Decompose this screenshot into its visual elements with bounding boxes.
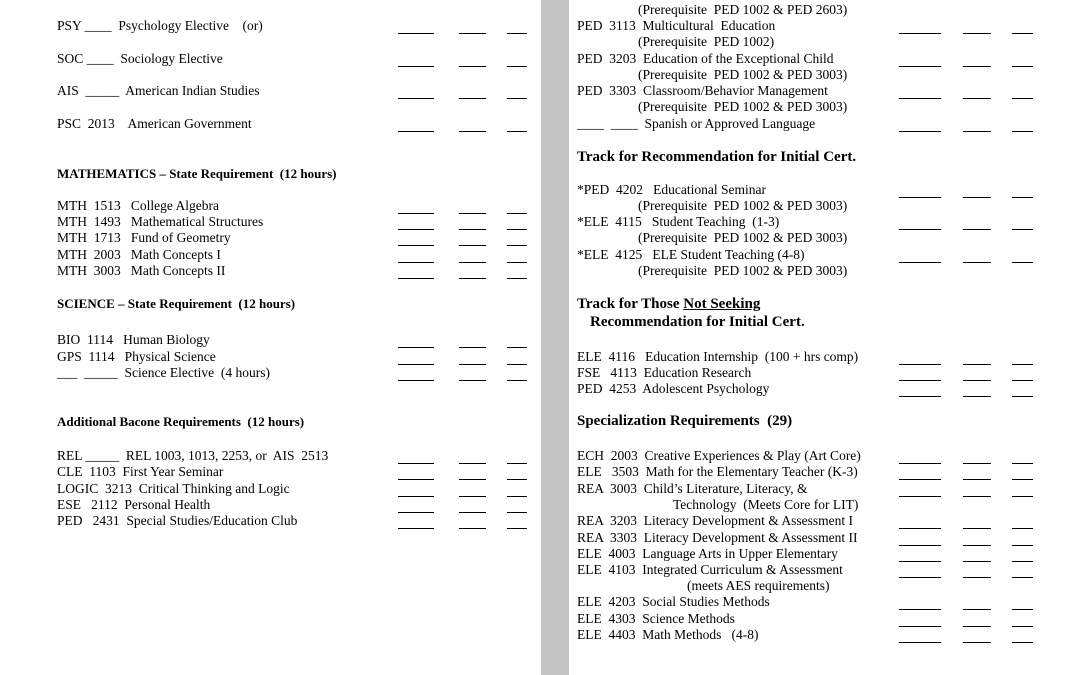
specialization-heading: Specialization Requirements (29) bbox=[577, 413, 793, 429]
grade-blank bbox=[507, 380, 527, 381]
grade-blank bbox=[398, 213, 434, 214]
grade-blank bbox=[507, 512, 527, 513]
grade-blank bbox=[459, 98, 486, 99]
course-line: ELE 4403 Math Methods (4-8) bbox=[577, 627, 759, 642]
course-line: REA 3303 Literacy Development & Assessment II bbox=[577, 530, 858, 545]
grade-blank bbox=[1012, 479, 1033, 480]
grade-blank bbox=[899, 98, 941, 99]
grade-blank bbox=[1012, 262, 1033, 263]
section-heading: Additional Bacone Requirements (12 hours) bbox=[57, 414, 305, 429]
grade-blank bbox=[507, 278, 527, 279]
grade-blank bbox=[398, 496, 434, 497]
grade-blank bbox=[963, 33, 991, 34]
grade-blank bbox=[459, 479, 486, 480]
course-line: *ELE 4125 ELE Student Teaching (4-8) bbox=[577, 247, 805, 262]
grade-blank bbox=[963, 577, 991, 578]
grade-blank bbox=[899, 577, 941, 578]
grade-blank bbox=[963, 229, 991, 230]
not-seeking-heading-line2: Recommendation for Initial Cert. bbox=[590, 314, 805, 330]
grade-blank bbox=[398, 463, 434, 464]
course-line: PED 3113 Multicultural Education bbox=[577, 18, 776, 33]
course-line: SOC ____ Sociology Elective bbox=[57, 51, 223, 66]
grade-blank bbox=[398, 512, 434, 513]
grade-blank bbox=[899, 545, 941, 546]
course-line: AIS _____ American Indian Studies bbox=[57, 83, 260, 98]
grade-blank bbox=[398, 66, 434, 67]
grade-blank bbox=[1012, 98, 1033, 99]
prerequisite-note: (Prerequisite PED 1002 & PED 3003) bbox=[638, 263, 848, 278]
grade-blank bbox=[963, 396, 991, 397]
grade-blank bbox=[459, 131, 486, 132]
grade-blank bbox=[507, 213, 527, 214]
grade-blank bbox=[459, 262, 486, 263]
grade-blank bbox=[963, 642, 991, 643]
grade-blank bbox=[1012, 396, 1033, 397]
course-line: PED 4253 Adolescent Psychology bbox=[577, 381, 770, 396]
course-line: ___ _____ Science Elective (4 hours) bbox=[57, 365, 270, 380]
grade-blank bbox=[899, 528, 941, 529]
grade-blank bbox=[963, 364, 991, 365]
grade-blank bbox=[899, 642, 941, 643]
grade-blank bbox=[507, 479, 527, 480]
not-seeking-heading: Track for Those Not Seeking bbox=[577, 296, 761, 312]
prerequisite-note: (Prerequisite PED 1002 & PED 3003) bbox=[638, 198, 848, 213]
grade-blank bbox=[398, 262, 434, 263]
grade-blank bbox=[963, 561, 991, 562]
section-heading: SCIENCE – State Requirement (12 hours) bbox=[57, 296, 296, 311]
grade-blank bbox=[899, 380, 941, 381]
grade-blank bbox=[398, 380, 434, 381]
grade-blank bbox=[1012, 626, 1033, 627]
grade-blank bbox=[398, 131, 434, 132]
grade-blank bbox=[1012, 33, 1033, 34]
grade-blank bbox=[1012, 66, 1033, 67]
grade-blank bbox=[398, 245, 434, 246]
course-line: GPS 1114 Physical Science bbox=[57, 349, 216, 364]
course-line: FSE 4113 Education Research bbox=[577, 365, 752, 380]
grade-blank bbox=[507, 245, 527, 246]
grade-blank bbox=[1012, 577, 1033, 578]
grade-blank bbox=[963, 528, 991, 529]
course-line: *ELE 4115 Student Teaching (1-3) bbox=[577, 214, 780, 229]
grade-blank bbox=[963, 380, 991, 381]
grade-blank bbox=[507, 528, 527, 529]
course-line: PSC 2013 American Government bbox=[57, 116, 252, 131]
grade-blank bbox=[963, 197, 991, 198]
grade-blank bbox=[459, 380, 486, 381]
grade-blank bbox=[963, 131, 991, 132]
grade-blank bbox=[1012, 380, 1033, 381]
grade-blank bbox=[899, 626, 941, 627]
grade-blank bbox=[963, 262, 991, 263]
course-line: REL _____ REL 1003, 1013, 2253, or AIS 2513 bbox=[57, 448, 329, 463]
course-line: *PED 4202 Educational Seminar bbox=[577, 182, 766, 197]
grade-blank bbox=[1012, 229, 1033, 230]
prerequisite-note: (Prerequisite PED 1002 & PED 3003) bbox=[638, 230, 848, 245]
prerequisite-note: (Prerequisite PED 1002 & PED 3003) bbox=[638, 67, 848, 82]
course-line: ELE 4116 Education Internship (100 + hrs comp) bbox=[577, 349, 859, 364]
course-line: ELE 4303 Science Methods bbox=[577, 611, 735, 626]
grade-blank bbox=[899, 131, 941, 132]
course-line: REA 3203 Literacy Development & Assessment I bbox=[577, 513, 853, 528]
course-line: ELE 4003 Language Arts in Upper Elementary bbox=[577, 546, 838, 561]
course-line: MTH 1713 Fund of Geometry bbox=[57, 230, 231, 245]
grade-blank bbox=[398, 33, 434, 34]
course-line: REA 3003 Child’s Literature, Literacy, & bbox=[577, 481, 808, 496]
course-line: MTH 1513 College Algebra bbox=[57, 198, 219, 213]
grade-blank bbox=[507, 364, 527, 365]
grade-blank bbox=[963, 609, 991, 610]
grade-blank bbox=[507, 347, 527, 348]
grade-blank bbox=[507, 463, 527, 464]
grade-blank bbox=[899, 496, 941, 497]
prerequisite-note: (meets AES requirements) bbox=[687, 578, 830, 593]
grade-blank bbox=[507, 33, 527, 34]
grade-blank bbox=[459, 496, 486, 497]
grade-blank bbox=[1012, 463, 1033, 464]
grade-blank bbox=[507, 262, 527, 263]
grade-blank bbox=[459, 33, 486, 34]
grade-blank bbox=[459, 213, 486, 214]
course-line: PED 3203 Education of the Exceptional Child bbox=[577, 51, 834, 66]
grade-blank bbox=[1012, 364, 1033, 365]
course-line: MTH 2003 Math Concepts I bbox=[57, 247, 221, 262]
grade-blank bbox=[507, 66, 527, 67]
course-line: ELE 4103 Integrated Curriculum & Assessment bbox=[577, 562, 843, 577]
grade-blank bbox=[1012, 528, 1033, 529]
prerequisite-note: Technology (Meets Core for LIT) bbox=[673, 497, 859, 512]
grade-blank bbox=[899, 396, 941, 397]
course-line: CLE 1103 First Year Seminar bbox=[57, 464, 224, 479]
grade-blank bbox=[459, 66, 486, 67]
grade-blank bbox=[899, 609, 941, 610]
grade-blank bbox=[398, 479, 434, 480]
grade-blank bbox=[963, 463, 991, 464]
grade-blank bbox=[459, 528, 486, 529]
grade-blank bbox=[1012, 609, 1033, 610]
course-line: MTH 3003 Math Concepts II bbox=[57, 263, 226, 278]
grade-blank bbox=[398, 364, 434, 365]
grade-blank bbox=[899, 463, 941, 464]
course-line: ELE 4203 Social Studies Methods bbox=[577, 594, 770, 609]
course-line: MTH 1493 Mathematical Structures bbox=[57, 214, 264, 229]
grade-blank bbox=[899, 66, 941, 67]
grade-blank bbox=[398, 278, 434, 279]
grade-blank bbox=[459, 278, 486, 279]
prerequisite-note: (Prerequisite PED 1002) bbox=[638, 34, 775, 49]
grade-blank bbox=[963, 626, 991, 627]
grade-blank bbox=[1012, 197, 1033, 198]
grade-blank bbox=[899, 197, 941, 198]
course-line: BIO 1114 Human Biology bbox=[57, 332, 210, 347]
grade-blank bbox=[507, 98, 527, 99]
grade-blank bbox=[963, 98, 991, 99]
grade-blank bbox=[398, 229, 434, 230]
grade-blank bbox=[507, 131, 527, 132]
grade-blank bbox=[1012, 496, 1033, 497]
grade-blank bbox=[899, 262, 941, 263]
grade-blank bbox=[398, 98, 434, 99]
course-line: PSY ____ Psychology Elective (or) bbox=[57, 18, 263, 33]
prerequisite-note: (Prerequisite PED 1002 & PED 3003) bbox=[638, 99, 848, 114]
section-heading: Track for Recommendation for Initial Cert. bbox=[577, 149, 857, 165]
grade-blank bbox=[963, 479, 991, 480]
grade-blank bbox=[398, 528, 434, 529]
grade-blank bbox=[1012, 642, 1033, 643]
course-line: ELE 3503 Math for the Elementary Teacher (K-3) bbox=[577, 464, 858, 479]
grade-blank bbox=[459, 512, 486, 513]
grade-blank bbox=[459, 463, 486, 464]
grade-blank bbox=[899, 479, 941, 480]
grade-blank bbox=[1012, 545, 1033, 546]
course-line: ECH 2003 Creative Experiences & Play (Art Core) bbox=[577, 448, 861, 463]
prerequisite-note: (Prerequisite PED 1002 & PED 2603) bbox=[638, 2, 848, 17]
grade-blank bbox=[507, 496, 527, 497]
page-divider bbox=[541, 0, 569, 675]
grade-blank bbox=[459, 245, 486, 246]
grade-blank bbox=[963, 66, 991, 67]
course-line: ____ ____ Spanish or Approved Language bbox=[577, 116, 816, 131]
course-line: PED 2431 Special Studies/Education Club bbox=[57, 513, 298, 528]
grade-blank bbox=[899, 33, 941, 34]
grade-blank bbox=[398, 347, 434, 348]
grade-blank bbox=[899, 229, 941, 230]
course-line: PED 3303 Classroom/Behavior Management bbox=[577, 83, 828, 98]
grade-blank bbox=[963, 496, 991, 497]
grade-blank bbox=[899, 561, 941, 562]
grade-blank bbox=[459, 229, 486, 230]
section-heading: MATHEMATICS – State Requirement (12 hours) bbox=[57, 166, 337, 181]
course-line: LOGIC 3213 Critical Thinking and Logic bbox=[57, 481, 290, 496]
grade-blank bbox=[459, 364, 486, 365]
grade-blank bbox=[1012, 561, 1033, 562]
grade-blank bbox=[1012, 131, 1033, 132]
course-line: ESE 2112 Personal Health bbox=[57, 497, 211, 512]
grade-blank bbox=[899, 364, 941, 365]
grade-blank bbox=[963, 545, 991, 546]
grade-blank bbox=[459, 347, 486, 348]
grade-blank bbox=[507, 229, 527, 230]
